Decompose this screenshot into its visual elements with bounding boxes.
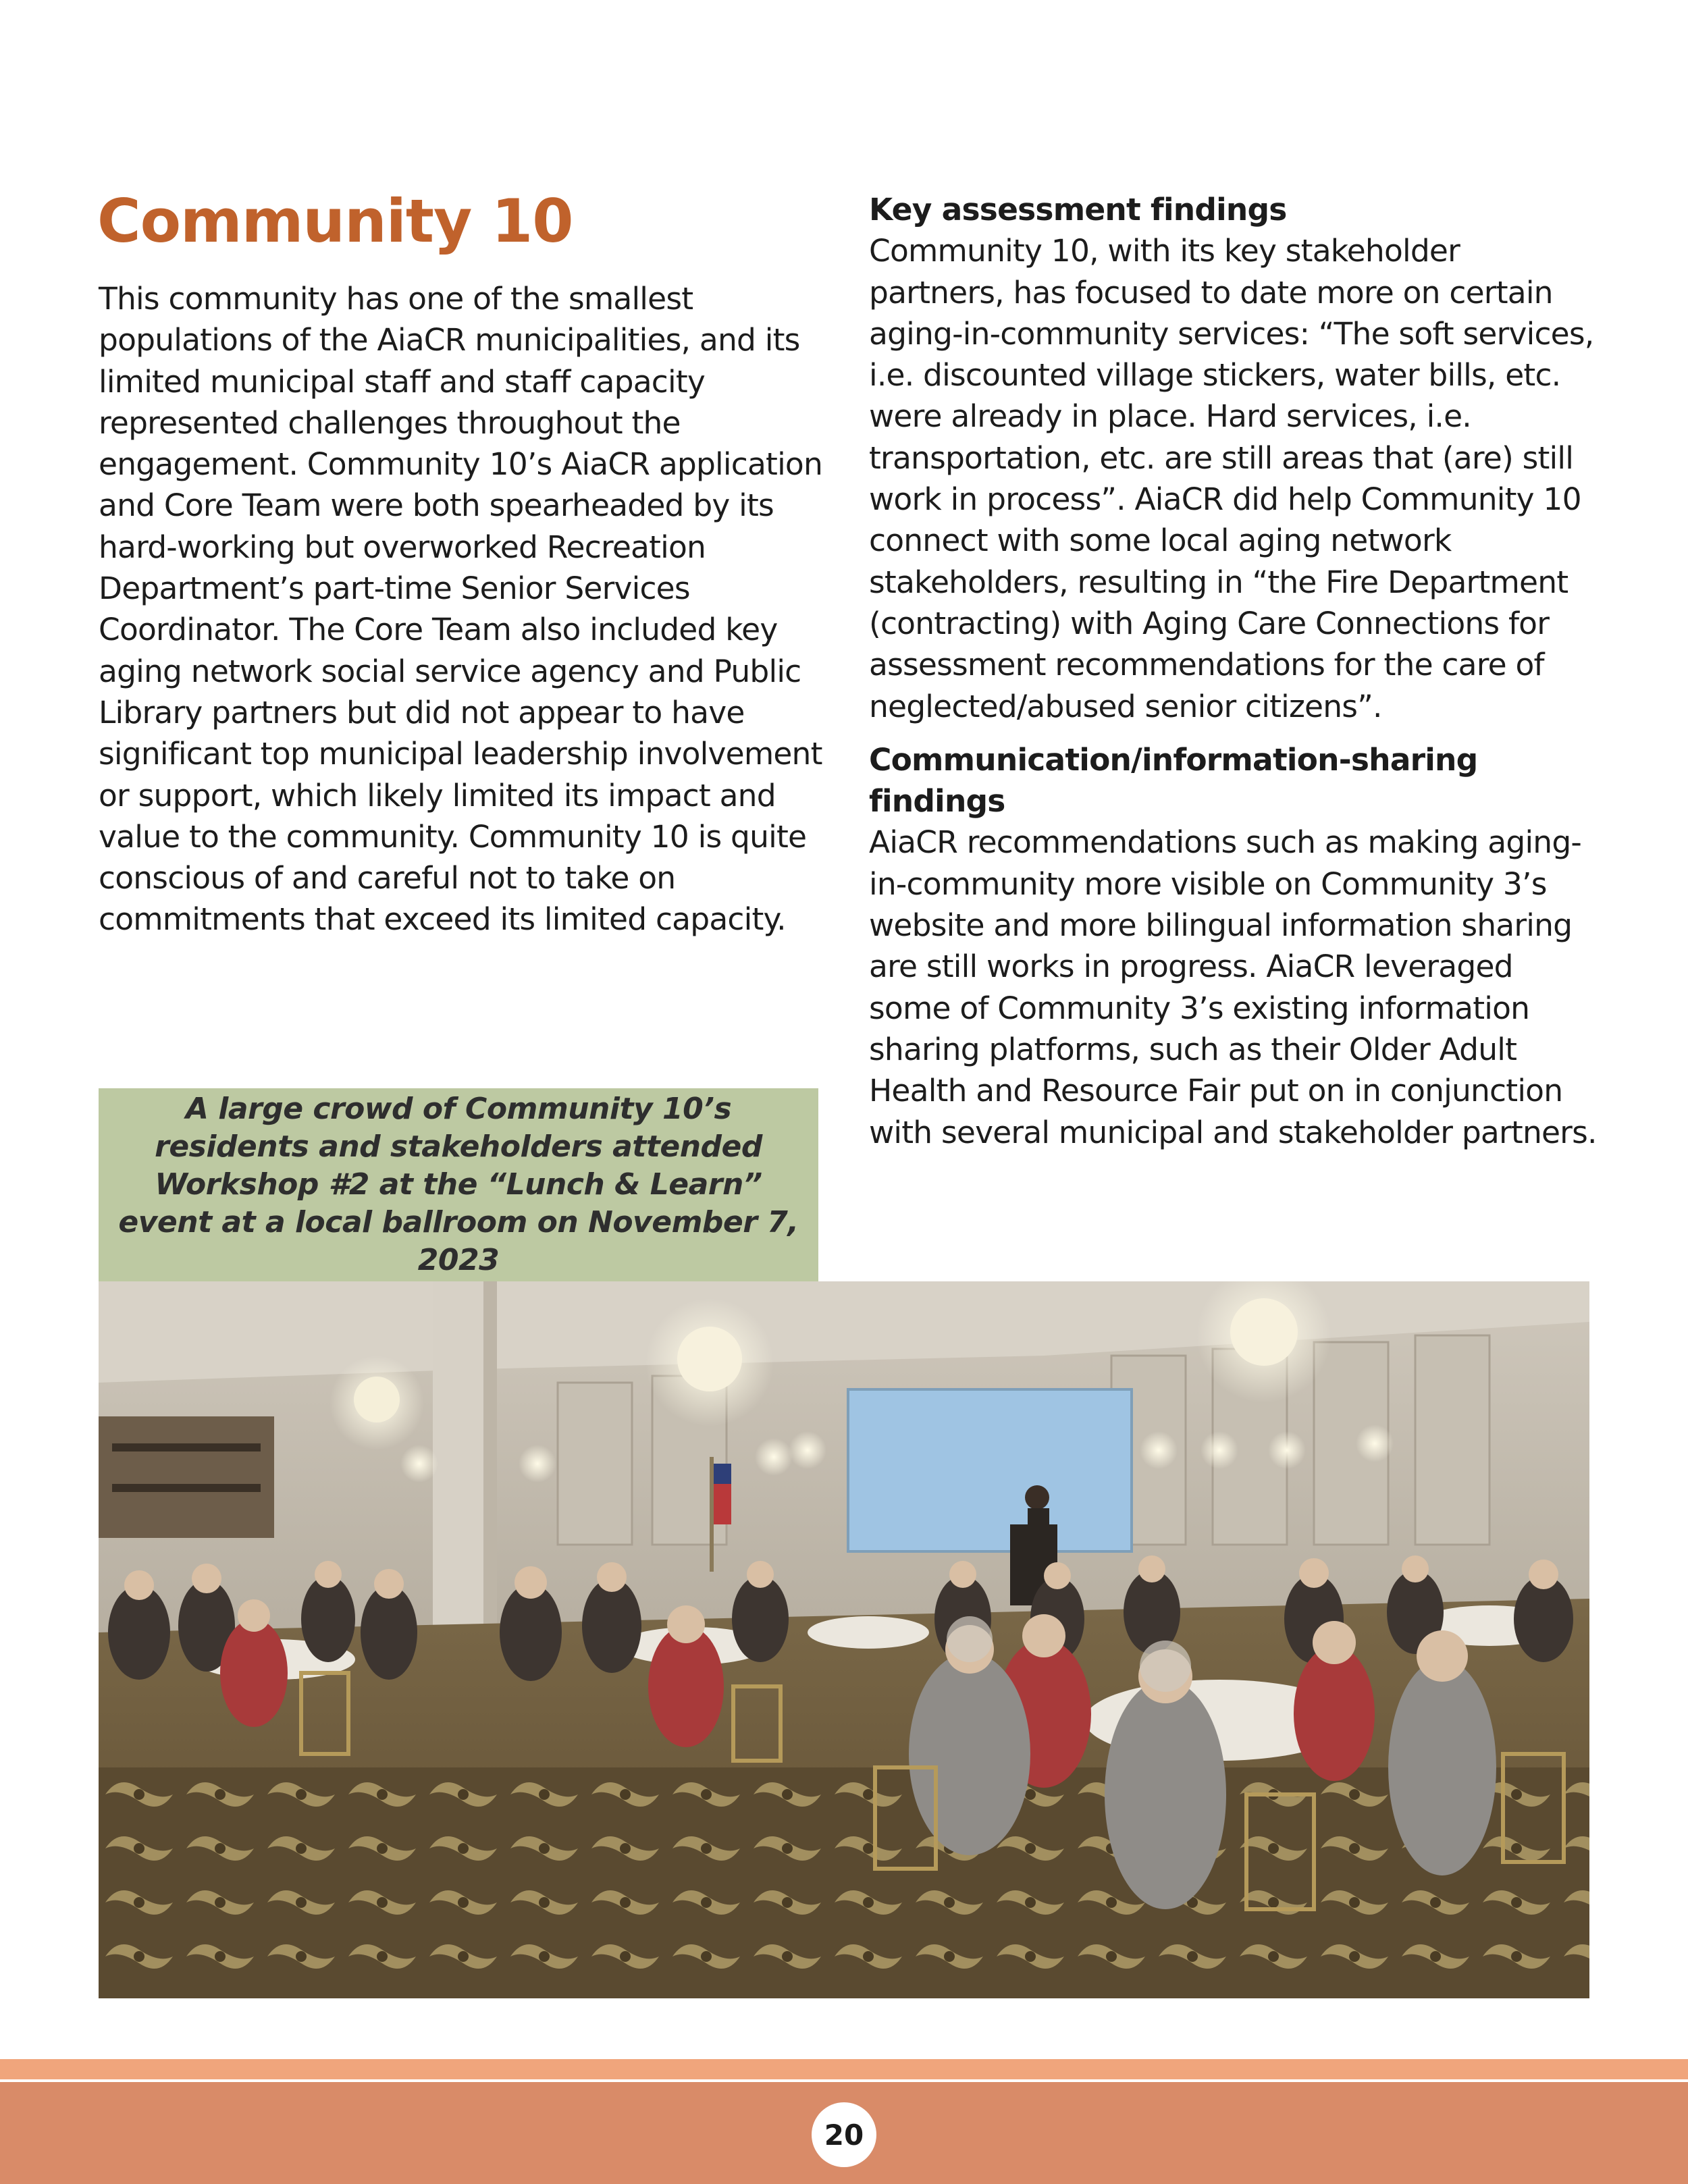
communication-findings-heading: Communication/information-sharing findings: [869, 741, 1478, 820]
communication-findings-body: AiaCR recommendations such as making aging-in-community more visible on Community 3’s website and more bilingual information sharing are still works in progress. AiaCR leveraged some of Community 3’s existing information sharing platforms, such as their Older Adult Health and Resource Fair put on in conjunction with several municipal and stakeholder partners.: [869, 824, 1597, 1150]
ballroom-event-photo: [99, 1281, 1589, 1998]
key-findings-section: [869, 189, 1598, 727]
key-findings-body: Community 10, with its key stakeholder partners, has focused to date more on certain aging-in-community services: “The soft services, i.e. discounted village stickers, water bills, etc. were already in place. Hard services, i.e. transportation, etc. are still areas that (are) still work in process”. AiaCR did help Community 10 connect with some local aging network stakeholders, resulting in “the Fire Department (contracting) with Aging Care Connections for assessment recommendations for the care of neglected/abused senior citizens”.: [869, 233, 1594, 724]
footer-stripe: [0, 2059, 1688, 2079]
left-column: [99, 278, 828, 940]
photo-caption: A large crowd of Community 10’s residents and stakeholders attended Workshop #2 at the “Lunch & Learn” event at a local ballroom on November 7, 2023: [118, 1092, 799, 1277]
page-title: Community 10: [97, 186, 573, 256]
key-findings-heading: Key assessment findings: [869, 192, 1287, 228]
ballroom-photo-illustration: [99, 1281, 1589, 1998]
communication-findings-section: [869, 739, 1598, 1153]
intro-paragraph: This community has one of the smallest populations of the AiaCR municipalities, and its limited municipal staff and staff capacity represented challenges throughout the engagement. Community 10’s AiaCR application and Core Team were both spearheaded by its hard-working but overworked Recreation Department’s part-time Senior Services Coordinator. The Core Team also included key aging network social service agency and Public Library partners but did not appear to have significant top municipal leadership involvement or support, which likely limited its impact and value to the community. Community 10 is quite conscious of and careful not to take on commitments that exceed its limited capacity.: [99, 281, 822, 938]
right-column: [869, 189, 1598, 1153]
page-number: 20: [812, 2102, 876, 2167]
photo-caption-box: [99, 1088, 818, 1281]
